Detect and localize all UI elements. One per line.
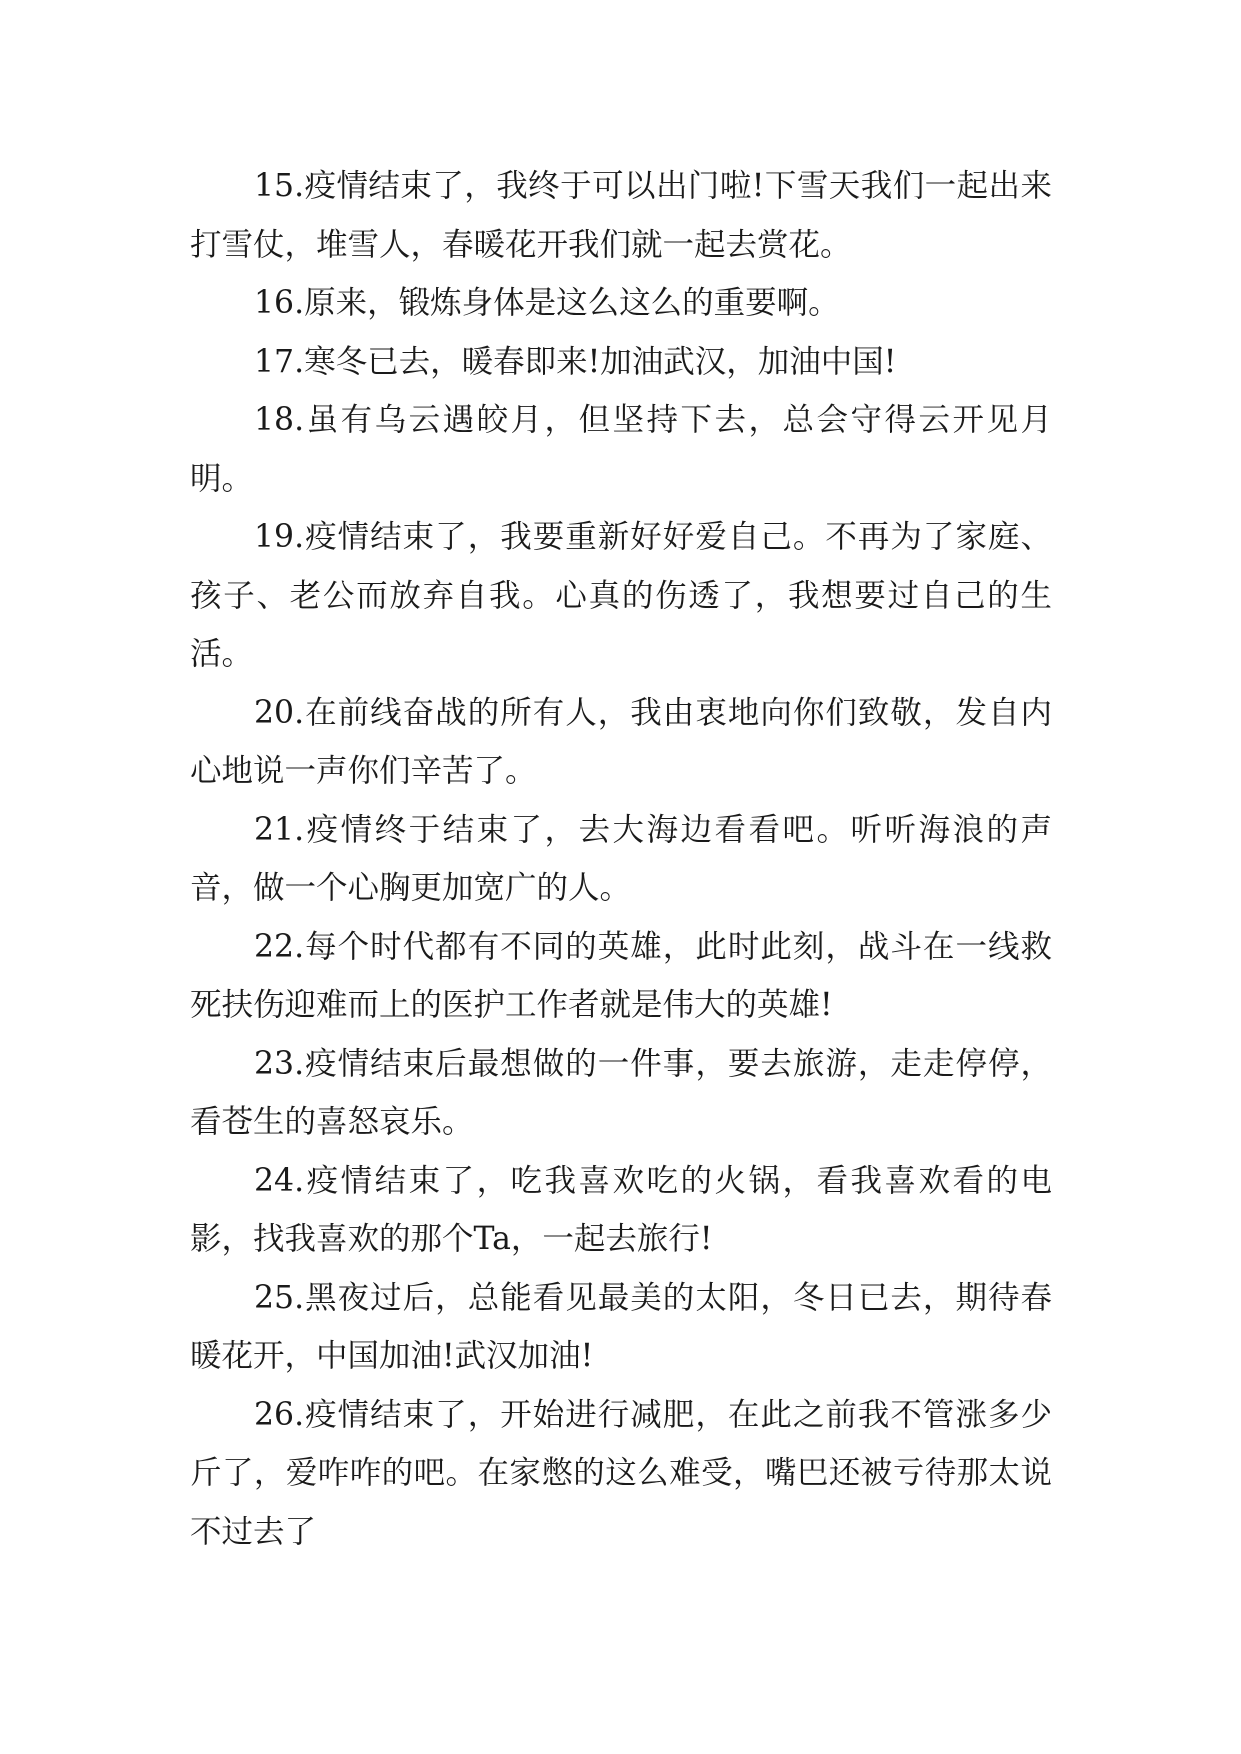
paragraph-16: 16.原来，锻炼身体是这么这么的重要啊。	[254, 285, 840, 321]
paragraph-22: 22.每个时代都有不同的英雄，此时此刻，战斗在一线救死扶伤迎难而上的医护工作者就是伟大的英雄!	[190, 928, 1052, 1023]
paragraph-18: 18.虽有乌云遇皎月，但坚持下去，总会守得云开见月明。	[190, 402, 1052, 497]
paragraph-19: 19.疫情结束了，我要重新好好爱自己。不再为了家庭、孩子、老公而放弃自我。心真的伤透了，我想要过自己的生活。	[190, 519, 1052, 672]
paragraph-25: 25.黑夜过后，总能看见最美的太阳，冬日已去，期待春暖花开，中国加油!武汉加油!	[190, 1279, 1052, 1374]
paragraph-26: 26.疫情结束了，开始进行减肥，在此之前我不管涨多少斤了，爱咋咋的吧。在家憋的这么难受，嘴巴还被亏待那太说不过去了	[190, 1396, 1052, 1550]
paragraph-21: 21.疫情终于结束了，去大海边看看吧。听听海浪的声音，做一个心胸更加宽广的人。	[190, 811, 1052, 906]
paragraph-15: 15.疫情结束了，我终于可以出门啦!下雪天我们一起出来打雪仗，堆雪人，春暖花开我们就一起去赏花。	[190, 168, 1052, 263]
paragraph-20: 20.在前线奋战的所有人，我由衷地向你们致敬，发自内心地说一声你们辛苦了。	[190, 694, 1052, 789]
document-body	[190, 157, 1052, 1561]
paragraph-24: 24.疫情结束了，吃我喜欢吃的火锅，看我喜欢看的电影，找我喜欢的那个Ta，一起去旅行!	[190, 1162, 1052, 1257]
paragraph-23: 23.疫情结束后最想做的一件事，要去旅游，走走停停，看苍生的喜怒哀乐。	[190, 1045, 1052, 1140]
paragraph-17: 17.寒冬已去，暖春即来!加油武汉，加油中国!	[254, 343, 897, 380]
